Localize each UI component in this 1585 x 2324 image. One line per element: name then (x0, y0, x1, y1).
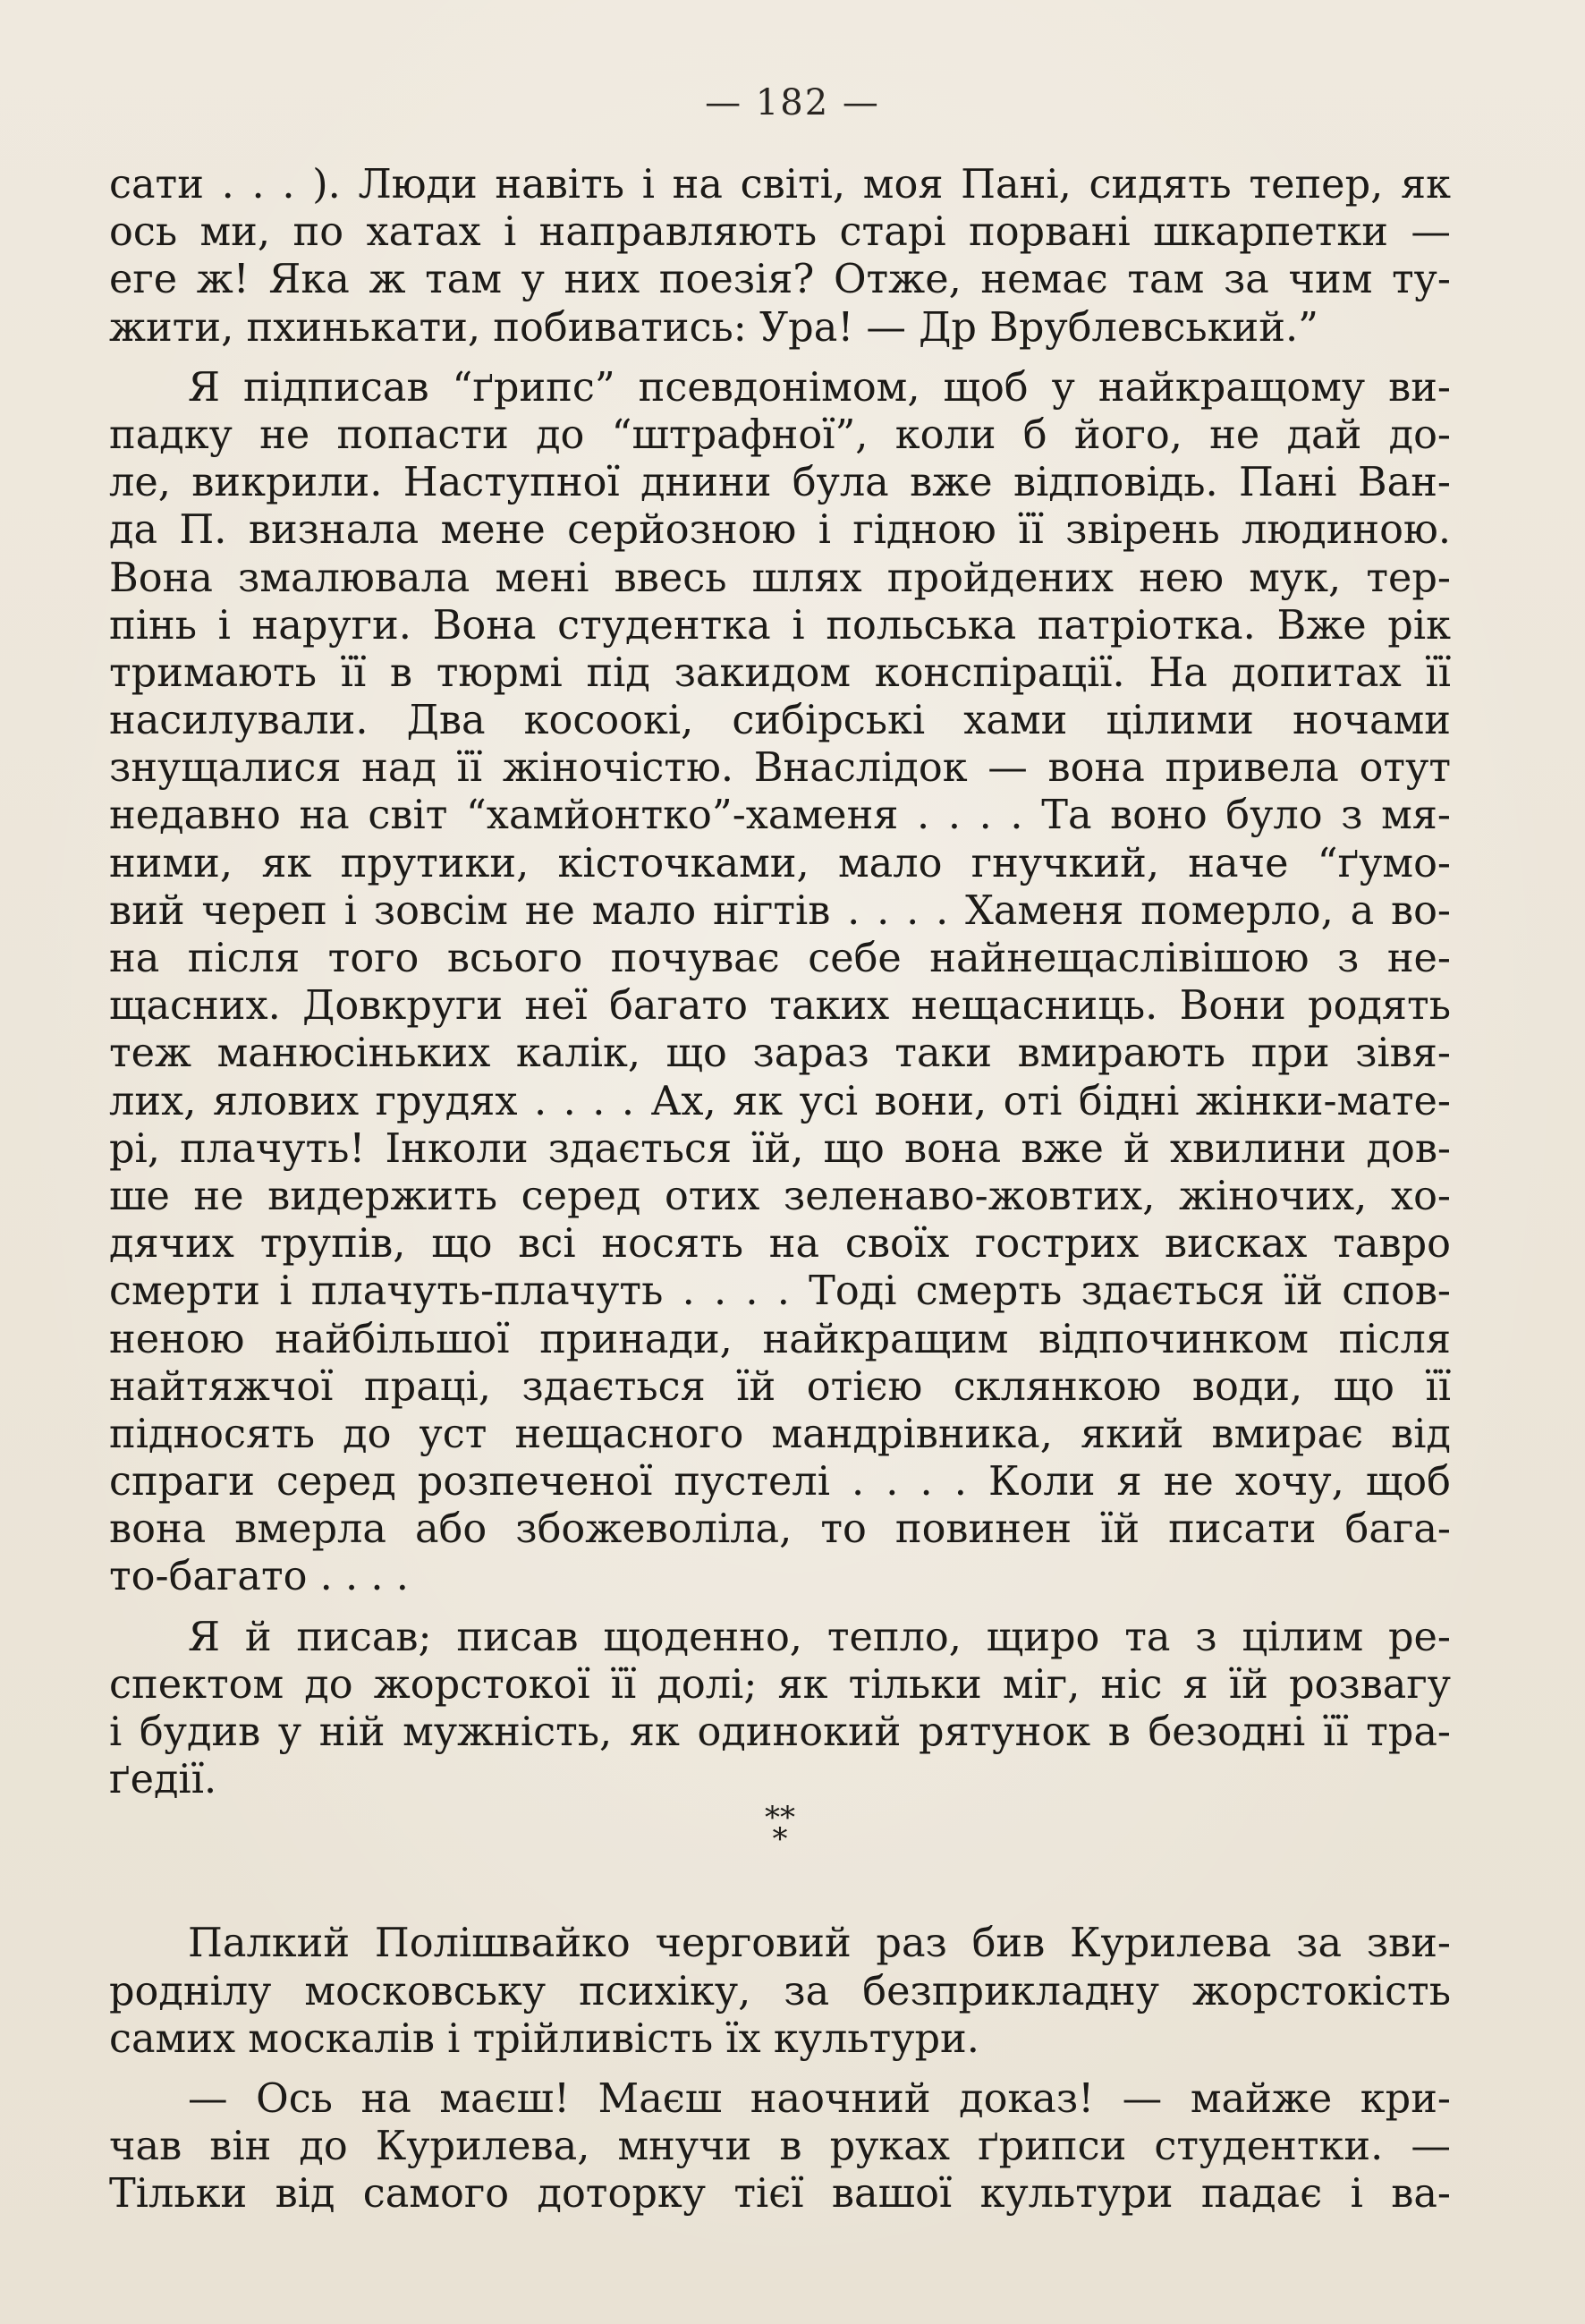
text-line: щасних. Довкруги неї багато таких нещасниць. Вони родять (109, 982, 1451, 1030)
text-line: насилували. Два косоокі, сибірські хами цілими ночами (109, 697, 1451, 744)
text-line: підносять до уст нещасного мандрівника, який вмирає від (109, 1410, 1451, 1457)
text-line: лих, яловиx грудях . . . . Ах, як усі вони, оті бідні жінки-мате- (109, 1077, 1451, 1124)
text-line: спектом до жорстокої її долі; як тільки міг, ніс я їй розвагу (109, 1660, 1451, 1708)
text-line: тримають її в тюрмі під закидом конспірації. На допитах її (109, 649, 1451, 696)
paragraph (109, 1614, 1451, 1804)
text-line: ле, викрили. Наступної днини була вже відповідь. Пані Ван- (109, 459, 1451, 506)
asterism-glyph: ** * (765, 1800, 795, 1858)
text-line: ґедії. (109, 1756, 217, 1803)
page-number: — 182 — (705, 82, 880, 123)
text-line: теж манюсіньких калік, що зараз таки вмирають при зівя- (109, 1030, 1451, 1077)
paragraph (109, 161, 1451, 352)
paragraph (109, 1920, 1451, 2063)
body-text (109, 161, 1451, 2218)
text-line: Тільки від самого доторку тієї вашої культури падає і ва- (109, 2170, 1451, 2218)
text-line: чав він до Курилева, мнучи в руках ґрипси студентки. — (109, 2123, 1451, 2170)
text-line: сати . . . ). Люди навіть і на світі, моя Пані, сидять тепер, як (109, 161, 1451, 208)
text-line: недавно на світ “хамйонтко”-хаменя . . . . Та воно було з мя- (109, 792, 1451, 839)
text-line: неною найбільшої принади, найкращим відпочинком після (109, 1315, 1451, 1362)
section-separator (109, 1800, 1451, 1861)
text-line: падку не попасти до “штрафної”, коли б його, не дай до- (109, 411, 1451, 458)
text-line: ними, як прутики, кісточками, мало гнучкий, наче “ґумо- (109, 839, 1451, 886)
text-line: Палкий Полішвайко черговий раз бив Курилева за зви- (188, 1920, 1451, 1967)
text-line: да П. визнала мене серйозною і гідною її звірень людиною. (109, 506, 1451, 554)
text-line: на після того всього почуває себе найнещаслівішою з не- (109, 935, 1451, 981)
text-line: і будив у ній мужність, як одинокий рятунок в безодні її тра- (109, 1709, 1451, 1755)
paragraph (109, 2075, 1451, 2218)
text-line: вона вмерла або збожеволіла, то повинен їй писати бага- (109, 1506, 1451, 1553)
text-line: ось ми, по хатах і направляють старі порвані шкарпетки — (109, 208, 1451, 256)
text-line: знущалися над її жіночістю. Внаслідок — вона привела отут (109, 744, 1451, 792)
text-line: Я й писав; писав щоденно, тепло, щиро та з цілим ре- (188, 1613, 1451, 1660)
text-line: роднілу московську психіку, за безприкладну жорстокість (109, 1967, 1451, 2014)
text-line: Вона змалювала мені ввесь шлях пройдених нею мук, тер- (109, 554, 1451, 601)
text-line: пінь і наруги. Вона студентка і польська патріотка. Вже рік (109, 601, 1451, 649)
text-line: — Ось на маєш! Маєш наочний доказ! — майже кри- (188, 2074, 1451, 2122)
paragraph (109, 364, 1451, 1601)
text-line: жити, пхинькати, побиватись: Ура! — Др Врублевський.” (109, 303, 1318, 351)
text-line: смерти і плачуть-плачуть . . . . Тоді смерть здається їй спов- (109, 1268, 1451, 1315)
text-line: Я підписав “ґрипс” псевдонімом, щоб у найкращому ви- (188, 363, 1451, 411)
text-line: найтяжчої праці, здається їй отією склянкою води, що її (109, 1362, 1451, 1410)
text-line: спраги серед розпеченої пустелі . . . . Коли я не хочу, щоб (109, 1458, 1451, 1506)
text-line: дячих трупів, що всі носять на своїх гострих висках тавро (109, 1220, 1451, 1268)
text-line: ше не видержить серед отих зеленаво-жовтих, жіночих, хо- (109, 1172, 1451, 1219)
text-line: то-багато . . . . (109, 1553, 409, 1600)
text-line: рі, плачуть! Інколи здається їй, що вона вже й хвилини дов- (109, 1124, 1451, 1172)
text-line: еге ж! Яка ж там у них поезія? Отже, немає там за чим ту- (109, 256, 1451, 303)
text-line: вий череп і зовсім не мало нігтів . . . . Хаменя померло, а во- (109, 886, 1451, 934)
text-line: самих москалів і трійливість їх культури. (109, 2014, 979, 2062)
